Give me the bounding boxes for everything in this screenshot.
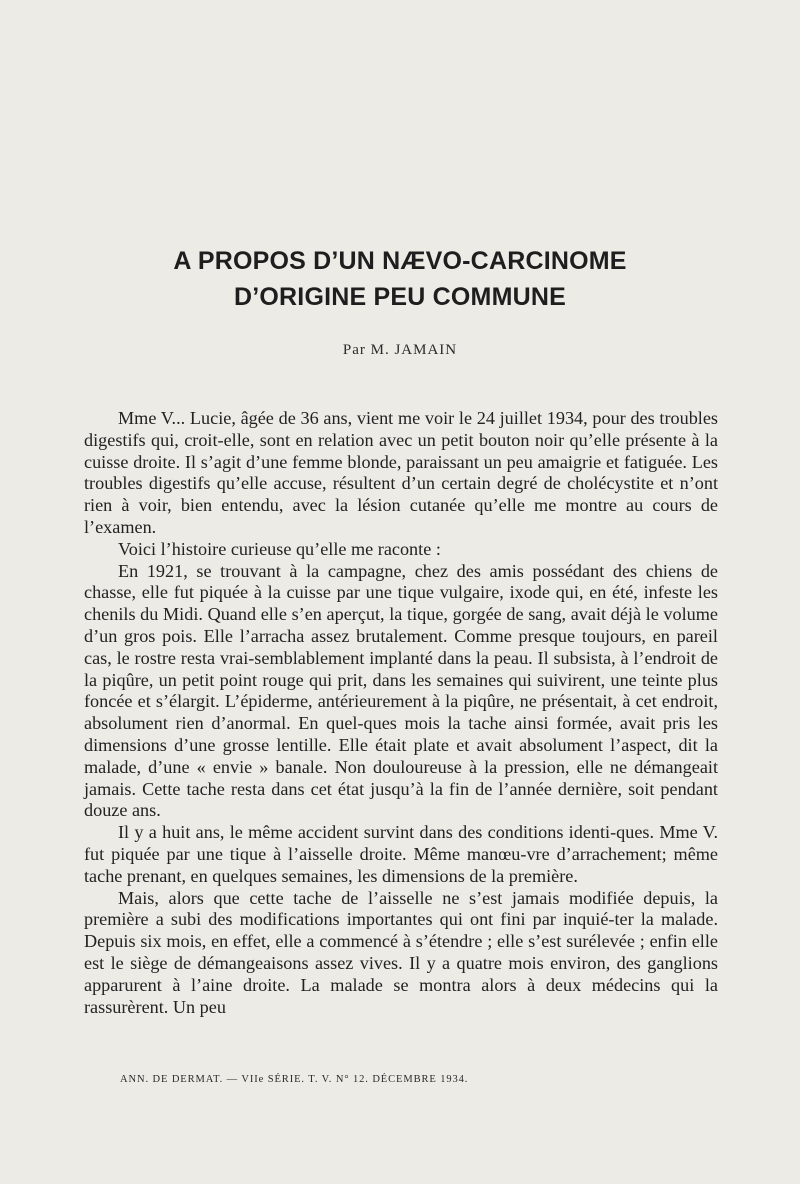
- paragraph: En 1921, se trouvant à la campagne, chez des amis possédant des chiens de chasse, elle fut piquée à la cuisse par une tique vulgaire, ixode qui, en été, infeste les chenils du Midi. Quand elle s’en aperçut, la tique, gorgée de sang, avait déjà le volume d’un gros pois. Elle l’arracha assez brutalement. Comme presque toujours, en pareil cas, le rostre resta vrai-semblablement implanté dans la peau. Il subsista, à l’endroit de la piqûre, un petit point rouge qui prit, dans les semaines qui suivirent, une teinte plus foncée et s’élargit. L’épiderme, antérieurement à la piqûre, ne présentait, à cet endroit, absolument rien d’anormal. En quel-ques mois la tache ainsi formée, avait pris les dimensions d’une grosse lentille. Elle était plate et avait absolument l’aspect, dit la malade, d’une « envie » banale. Non douloureuse à la pression, elle ne démangeait jamais. Cette tache resta dans cet état jusqu’à la fin de l’année dernière, soit pendant douze ans.: [84, 560, 718, 821]
- journal-footer: ANN. DE DERMAT. — VIIe SÉRIE. T. V. N° 12. DÉCEMBRE 1934.: [120, 1074, 469, 1085]
- article-title-line-2: D’ORIGINE PEU COMMUNE: [234, 283, 566, 311]
- article-body: [84, 408, 718, 1018]
- paragraph: Il y a huit ans, le même accident survint dans des conditions identi-ques. Mme V. fut piquée par une tique à l’aisselle droite. Même manœu-vre d’arrachement; même tache prenant, en quelques semaines, les dimensions de la première.: [84, 822, 718, 886]
- paragraph: Mais, alors que cette tache de l’aisselle ne s’est jamais modifiée depuis, la première a subi des modifications importantes qui ont fini par inquié-ter la malade. Depuis six mois, en effet, elle a commencé à s’étendre ; elle s’est surélevée ; enfin elle est le siège de démangeaisons assez vives. Il y a quatre mois environ, des ganglions apparurent à l’aine droite. La malade se montra alors à deux médecins qui la rassurèrent. Un peu: [84, 887, 718, 1017]
- paragraph: Voici l’histoire curieuse qu’elle me raconte :: [118, 538, 441, 559]
- article-title-line-1: A PROPOS D’UN NÆVO-CARCINOME: [173, 247, 627, 275]
- paragraph: Mme V... Lucie, âgée de 36 ans, vient me voir le 24 juillet 1934, pour des troubles digestifs qui, croit-elle, sont en relation avec un petit bouton noir qu’elle présente à la cuisse droite. Il s’agit d’une femme blonde, paraissant un peu amaigrie et fatiguée. Les troubles digestifs qu’elle accuse, résultent d’un certain degré de cholécystite et n’ont rien à voir, bien entendu, avec la lésion cutanée qu’elle me montre au cours de l’examen.: [84, 408, 718, 537]
- article-author: Par M. JAMAIN: [342, 342, 458, 358]
